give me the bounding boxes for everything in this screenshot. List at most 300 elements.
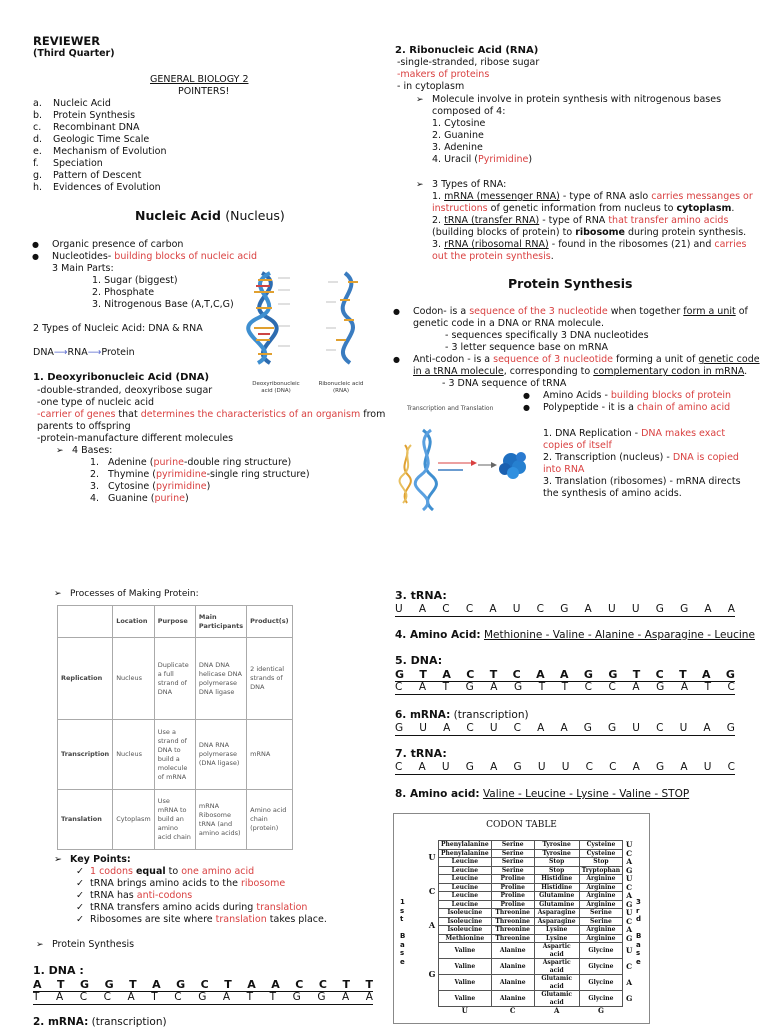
rna-image-caption: Ribonucleic acid (RNA) [318, 381, 364, 394]
base-label-char: 1 [400, 898, 405, 906]
nucleotide: T [442, 681, 450, 693]
nucleotide: G [465, 761, 474, 773]
nucleotide: A [704, 603, 712, 615]
base-label-char: s [636, 949, 641, 957]
nucleotide: A [536, 668, 545, 681]
nucleotide: G [726, 722, 735, 734]
nucleotide: U [512, 603, 521, 615]
rrna-line-2: out the protein synthesis. [432, 251, 554, 262]
dna-seq-label: 1. DNA : [33, 964, 84, 977]
nucleotide: C [466, 722, 474, 734]
nucleotide: T [632, 668, 641, 681]
nucleotide: A [418, 681, 427, 693]
key-point-1: ✓ 1 codons equal to one amino acid [90, 866, 254, 878]
codon-row [426, 991, 635, 1007]
first-base: U [428, 851, 436, 862]
dna-rna-illustration [240, 268, 375, 390]
amino-acid-cell: Stop [534, 858, 579, 867]
topic-letter: f. [33, 158, 39, 169]
mrna-6-seq [395, 722, 735, 736]
base-type: purine [153, 457, 184, 468]
base-label-char: 3 [636, 898, 641, 906]
nucleotide: C [584, 681, 592, 693]
topic-letter: b. [33, 110, 43, 121]
nucleotide: C [727, 681, 735, 693]
amino-acid-cell: Proline [491, 892, 534, 901]
topic-text: Protein Synthesis [53, 110, 136, 121]
nucleotide: T [679, 668, 687, 681]
topic-letter: h. [33, 182, 43, 193]
base-rest: ) [206, 481, 211, 492]
topic-text: Geologic Time Scale [53, 134, 150, 145]
transcription-translation-illustration [393, 425, 533, 513]
process-table-header [58, 606, 293, 638]
nucleotide: U [441, 761, 450, 773]
topic-text: Nucleic Acid [53, 98, 111, 109]
mrna-6-label: 6. mRNA: (transcription) [395, 709, 529, 721]
page-subtitle: (Third Quarter) [33, 48, 115, 59]
base-rest: ) [184, 493, 189, 504]
nucleotide: U [489, 722, 498, 734]
nucleotide: C [656, 722, 664, 734]
nucleotide: G [465, 681, 474, 693]
third-base: G [625, 933, 633, 943]
rna-base-cytosine: 1. Cytosine [432, 118, 486, 129]
table-cell: Nucleus [113, 638, 155, 720]
topic-letter: g. [33, 170, 43, 181]
codon-row [426, 892, 635, 901]
nucleotide: C [103, 991, 111, 1003]
trna-3-seq [395, 603, 735, 617]
base-name: Cytosine ( [108, 481, 156, 492]
nucleotide: G [80, 978, 90, 991]
column-header: Product(s) [247, 606, 293, 638]
amino-acid-cell: Glycine [579, 991, 622, 1007]
first-base: C [428, 885, 436, 896]
topic-item [33, 110, 166, 122]
third-base: A [626, 977, 633, 987]
nucleotide: A [418, 761, 426, 773]
codon-row [426, 883, 635, 892]
codon-row [426, 909, 635, 918]
nucleic-acid-heading: Nucleic Acid (Nucleus) [135, 208, 285, 223]
nucleotide: C [295, 978, 304, 991]
nucleotide: A [537, 722, 545, 734]
key-point-3: ✓ tRNA has anti-codons [90, 890, 192, 902]
dna-image-caption: Deoxyribonucleic acid (DNA) [252, 381, 300, 394]
topic-item [33, 146, 166, 158]
second-base: G [597, 1006, 604, 1015]
nucleotide: C [395, 761, 403, 773]
nucleotide: A [490, 761, 498, 773]
table-cell: Use a strand of DNA to build a molecule of mRNA [154, 720, 195, 790]
amino-acid-cell: Proline [491, 883, 534, 892]
protein-synthesis-heading: Protein Synthesis [508, 276, 633, 291]
base-name: Guanine ( [108, 493, 155, 504]
third-base: C [626, 961, 633, 971]
nucleotide: G [104, 978, 114, 991]
nucleotide: G [656, 681, 665, 693]
dna-base-item [90, 481, 310, 493]
amino-acid-cell: Alanine [491, 943, 534, 959]
nucleic-types: 2 Types of Nucleic Acid: DNA & RNA [33, 323, 203, 334]
dna-base-item [90, 457, 310, 469]
nucleotide: T [538, 681, 546, 693]
third-base: U [625, 874, 633, 883]
table-cell: Nucleus [113, 720, 155, 790]
rna-line-3: - in cytoplasm [397, 81, 465, 92]
key-points-heading: ➢ Key Points: [54, 854, 131, 865]
nucleotide: U [537, 761, 546, 773]
first-base: G [428, 968, 436, 979]
nucleotide: A [727, 603, 735, 615]
base-number: 4. [90, 493, 100, 504]
topic-item [33, 134, 166, 146]
codon-row [426, 900, 635, 909]
amino-8-line: 8. Amino acid: Valine - Leucine - Lysine - Valine - STOP [395, 788, 690, 800]
dna-base-item [90, 469, 310, 481]
amino-4-line: 4. Amino Acid: Methionine - Valine - Alanine - Asparagine - Leucine [395, 629, 755, 641]
nucleotide: A [127, 991, 135, 1003]
second-base: A [553, 1006, 560, 1015]
nucleotide: C [395, 681, 403, 693]
table-cell: Use mRNA to build an amino acid chain [154, 790, 195, 850]
base-label-char: r [636, 906, 640, 915]
column-header: Main Participants [195, 606, 246, 638]
rrna-line: 3. rRNA (ribosomal RNA) - found in the ribosomes (21) and carries [432, 239, 747, 250]
nucleotide: T [57, 978, 65, 991]
amino-acid-cell: Serine [579, 917, 622, 926]
nucleotide: C [585, 761, 593, 773]
rna-single-strand-icon [336, 273, 358, 363]
dna-line-2: -one type of nucleic acid [37, 397, 155, 408]
step-translation-2: the synthesis of amino acids. [543, 488, 682, 499]
nucleotide: U [631, 603, 640, 615]
dna-line-3: -carrier of genes that determines the characteristics of an organism from [37, 409, 386, 420]
codon-row [426, 858, 635, 867]
amino-acid-cell: Cysteine [579, 849, 622, 858]
nucleotide: A [247, 978, 256, 991]
rna-line-1: -single-stranded, ribose sugar [397, 57, 540, 68]
amino-acid-cell: Isoleucine [439, 926, 492, 935]
step-replication-2: copies of itself [543, 440, 612, 451]
amino-acid-cell: Arginine [579, 934, 622, 943]
table-cell: Translation [58, 790, 113, 850]
nucleotide: G [583, 722, 592, 734]
amino-acid-cell: Serine [491, 866, 534, 875]
base-name: Thymine ( [108, 469, 156, 480]
nucleotide: A [222, 991, 231, 1003]
nucleotide: A [680, 761, 688, 773]
nucleotide: C [536, 603, 544, 615]
mrna-line-2: instructions of genetic information from nucleus to cytoplasm. [432, 203, 735, 214]
column-header: Location [113, 606, 155, 638]
base-number: 2. [90, 469, 100, 480]
base-type: purine [154, 493, 185, 504]
nucleotide: G [176, 978, 186, 991]
nucleotide: C [200, 978, 209, 991]
amino-acid-cell: Serine [491, 849, 534, 858]
key-point-2: ✓ tRNA brings amino acids to the ribosome [90, 878, 285, 890]
amino-acid-cell: Serine [491, 858, 534, 867]
third-base: C [626, 916, 633, 926]
step-replication: 1. DNA Replication - DNA makes exact [543, 428, 726, 439]
nucleotide: C [318, 978, 327, 991]
nucleotide: T [489, 668, 498, 681]
nucleotide: A [271, 978, 280, 991]
nucleotide: A [632, 681, 640, 693]
bullet-nucleotides: ● Nucleotides- building blocks of nucleic acid [52, 251, 257, 263]
amino-acid-cell: Glycine [579, 975, 622, 991]
codon-table [426, 840, 635, 1015]
base-label-char: B [636, 932, 642, 940]
third-base: U [625, 908, 633, 917]
third-base: A [626, 925, 633, 934]
amino-acid-cell: Tyrosine [534, 841, 579, 850]
amino-acid-cell: Lysine [534, 926, 579, 935]
topic-letter: c. [33, 122, 42, 133]
nucleotide: A [490, 681, 498, 693]
rna-types-heading: ➢ 3 Types of RNA: [432, 179, 506, 191]
nucleotide: G [198, 991, 207, 1003]
third-base: U [625, 840, 633, 849]
anticodon-note: - 3 DNA sequence of tRNA [442, 378, 567, 389]
step-transcription: 2. Transcription (nucleus) - DNA is copied [543, 452, 739, 463]
amino-acid-cell: Aspartic acid [534, 959, 579, 975]
amino-acid-cell: Asparagine [534, 917, 579, 926]
codon-row [426, 866, 635, 875]
base-name: Adenine ( [108, 457, 154, 468]
dna-line-5: -protein-manufacture different molecules [37, 433, 234, 444]
dna-line-1: -double-stranded, deoxyribose sugar [37, 385, 213, 396]
table-row [58, 720, 293, 790]
trna-line-2: (building blocks of protein) to ribosome during protein synthesis. [432, 227, 747, 238]
nucleotide: G [680, 603, 689, 615]
amino-acid-cell: Leucine [439, 900, 492, 909]
nucleotide: T [342, 978, 350, 991]
third-base-label [636, 898, 641, 966]
codon-definition: ● Codon- is a sequence of the 3 nucleotide when together form a unit of [413, 306, 748, 318]
nucleotide: A [443, 722, 451, 734]
nucleotide: T [246, 991, 254, 1003]
nucleotide: A [584, 603, 592, 615]
table-cell: Transcription [58, 720, 113, 790]
table-row [58, 790, 293, 850]
trna-3-label: 3. tRNA: [395, 589, 447, 602]
amino-acid-cell: Serine [491, 841, 534, 850]
nucleotide: G [560, 603, 569, 615]
amino-acid-cell: Glycine [579, 943, 622, 959]
nucleotide: A [632, 761, 640, 773]
table-cell: Amino acid chain (protein) [247, 790, 293, 850]
amino-acid-cell: Asparagine [534, 909, 579, 918]
third-base: A [626, 891, 633, 900]
polypeptide-def: ● Polypeptide - it is a chain of amino acid [543, 402, 730, 414]
codon-row [426, 926, 635, 935]
amino-acid-cell: Valine [439, 991, 492, 1007]
amino-acid-cell: Valine [439, 959, 492, 975]
amino-acid-cell: Valine [439, 975, 492, 991]
nucleotide: C [79, 991, 88, 1003]
topic-item [33, 98, 166, 110]
nucleotide: U [561, 761, 570, 773]
topic-item [33, 158, 166, 170]
third-base: G [625, 865, 633, 875]
nucleotide: A [418, 603, 427, 615]
transcription-image-title: Transcription and Translation [407, 405, 494, 412]
central-dogma-flow: DNA⟶RNA⟶Protein [33, 347, 135, 358]
nucleotide: A [489, 603, 497, 615]
topic-letter: e. [33, 146, 42, 157]
pointers-label: POINTERS! [178, 86, 230, 97]
amino-acid-cell: Arginine [579, 900, 622, 909]
nucleotide: G [583, 668, 593, 681]
third-base: C [626, 848, 633, 858]
codon-row [426, 841, 635, 850]
nucleotide: A [152, 978, 161, 991]
table-cell: DNA RNA polymerase (DNA ligase) [195, 720, 246, 790]
second-base: C [509, 1006, 516, 1015]
base-label-char: s [400, 906, 405, 915]
nucleotide: U [419, 722, 427, 734]
part-phosphate: 2. Phosphate [92, 287, 155, 298]
dna-5-top [395, 668, 735, 682]
protein-blob-icon [499, 452, 526, 479]
codon-row [426, 917, 635, 926]
page-title: REVIEWER [33, 34, 101, 48]
amino-acid-cell: Tyrosine [534, 849, 579, 858]
nucleotide: A [702, 668, 711, 681]
dna-5-label: 5. DNA: [395, 654, 443, 667]
base-label-char: e [400, 957, 405, 966]
codon-grid [426, 840, 635, 1015]
amino-acid-cell: Isoleucine [439, 917, 492, 926]
topic-item [33, 182, 166, 194]
codon-note-2: - 3 letter sequence base on mRNA [445, 342, 608, 353]
mrna-seq-label: 2. mRNA: (transcription) [33, 1016, 167, 1028]
nucleotide: G [513, 761, 522, 773]
replication-helix-icon [400, 445, 411, 503]
dna-line-4: parents to offspring [37, 421, 131, 432]
amino-acid-cell: Methionine [439, 934, 492, 943]
nucleotide: C [513, 722, 522, 734]
nucleotide: G [725, 668, 735, 681]
step-translation: 3. Translation (ribosomes) - mRNA directs [543, 476, 741, 487]
amino-acid-cell: Leucine [439, 858, 492, 867]
amino-acid-cell: Threonine [491, 926, 534, 935]
base-label-char: a [636, 940, 641, 949]
nucleotide: C [465, 603, 474, 615]
topic-text: Recombinant DNA [53, 122, 140, 133]
nucleotide: A [559, 668, 569, 681]
amino-acid-cell: Leucine [439, 883, 492, 892]
topic-letter: d. [33, 134, 43, 145]
amino-acids-def: ● Amino Acids - building blocks of protein [543, 390, 731, 402]
nucleotide: C [727, 761, 735, 773]
dna-double-helix-icon [248, 273, 276, 363]
base-label-char: e [636, 957, 641, 966]
table-cell: Duplicate a full strand of DNA [154, 638, 195, 720]
topic-list [33, 98, 166, 194]
nucleotide: T [269, 991, 277, 1003]
amino-acid-cell: Arginine [579, 875, 622, 884]
part-base: 3. Nitrogenous Base (A,T,C,G) [92, 299, 234, 310]
third-base: A [626, 857, 633, 866]
codon-row [426, 934, 635, 943]
nucleotide: G [656, 761, 665, 773]
first-base: A [428, 919, 436, 930]
rna-molecule-line-2: composed of 4: [432, 106, 506, 117]
nucleotide: T [704, 681, 711, 693]
step-transcription-2: into RNA [543, 464, 585, 475]
base-rest: -single ring structure) [206, 469, 310, 480]
base-label-char [400, 924, 405, 933]
codon-row [426, 875, 635, 884]
rna-base-adenine: 3. Adenine [432, 142, 483, 153]
nucleotide: G [608, 668, 618, 681]
amino-acid-cell: Phenylalanine [439, 849, 492, 858]
protein-synthesis-subheading: ➢ Protein Synthesis [52, 939, 134, 951]
third-base: C [626, 882, 633, 892]
amino-acid-cell: Isoleucine [439, 909, 492, 918]
amino-acid-cell: Proline [491, 900, 534, 909]
amino-acid-cell: Threonine [491, 934, 534, 943]
nucleotide: U [607, 603, 616, 615]
nucleotide: U [632, 722, 640, 734]
nucleotide: A [703, 722, 711, 734]
codon-row [426, 849, 635, 858]
base-label-char: s [400, 949, 405, 957]
amino-acid-cell: Alanine [491, 959, 534, 975]
codon-row [426, 959, 635, 975]
part-sugar: 1. Sugar (biggest) [92, 275, 178, 286]
rna-line-2: -makers of proteins [397, 69, 490, 80]
dna-heading: 1. Deoxyribonucleic Acid (DNA) [33, 372, 210, 383]
nucleotide: T [33, 991, 40, 1003]
amino-acid-cell: Arginine [579, 883, 622, 892]
nucleotide: C [442, 603, 450, 615]
nucleotide: G [395, 668, 405, 681]
third-base: U [625, 945, 633, 955]
base-label-char [636, 924, 641, 933]
nucleotide: G [514, 681, 523, 693]
anticodon-definition: ● Anti-codon - is a sequence of 3 nucleotide forming a unit of genetic code [413, 354, 760, 366]
base-label-char: B [400, 932, 406, 940]
nucleotide: A [680, 681, 689, 693]
amino-acid-cell: Threonine [491, 917, 534, 926]
process-heading: ➢ Processes of Making Protein: [70, 588, 199, 600]
dna-helix-icon [415, 430, 436, 510]
nucleotide: C [609, 761, 617, 773]
topic-text: Pattern of Descent [53, 170, 142, 181]
course-title: GENERAL BIOLOGY 2 [150, 74, 249, 85]
nucleotide: G [395, 722, 404, 734]
bullet-carbon: ● Organic presence of carbon [52, 239, 183, 251]
nucleotide: T [129, 978, 137, 991]
nucleotide: C [608, 681, 616, 693]
column-header [58, 606, 113, 638]
dna-template-bottom [33, 991, 373, 1005]
topic-item [33, 170, 166, 182]
third-base: G [625, 899, 633, 909]
key-point-4: ✓ tRNA transfers amino acids during translation [90, 902, 307, 914]
amino-acid-cell: Proline [491, 875, 534, 884]
nucleotide: U [703, 761, 712, 773]
amino-acid-cell: Stop [579, 858, 622, 867]
codon-note-1: - sequences specifically 3 DNA nucleotides [445, 330, 649, 341]
amino-acid-cell: Lysine [534, 934, 579, 943]
nucleotide: A [365, 991, 373, 1003]
